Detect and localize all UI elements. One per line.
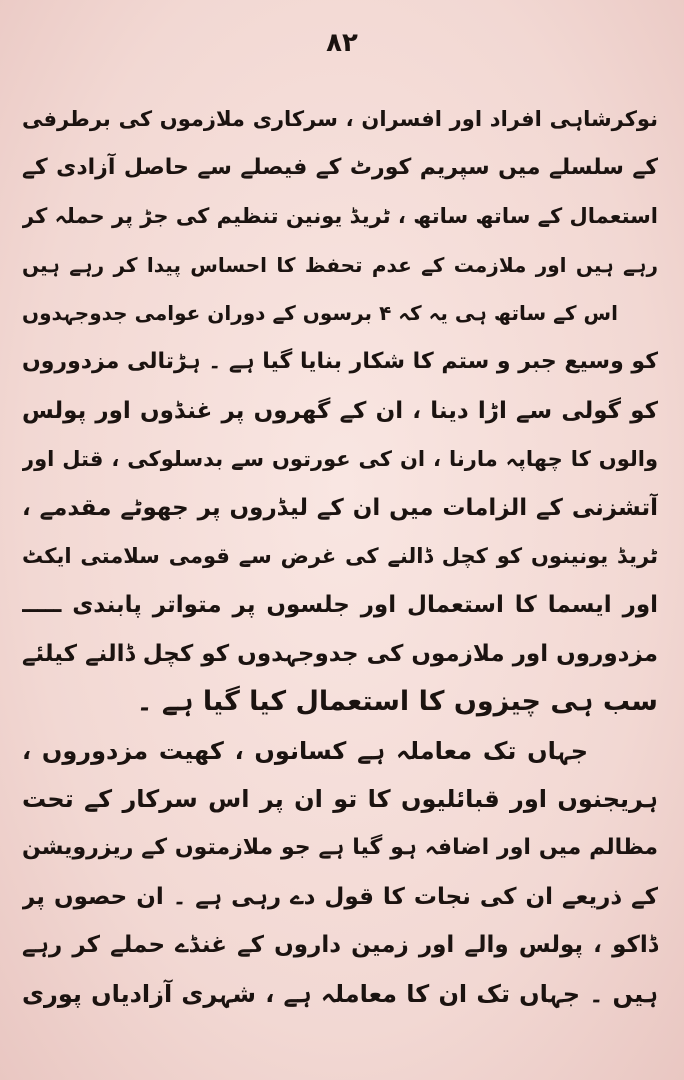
text-line: ہریجنوں اور قبائلیوں کا تو ان پر اس سرکار کے تحت <box>22 785 658 814</box>
text-line: نوکرشاہی افراد اور افسران ، سرکاری ملازموں کی برطرفی <box>22 107 658 131</box>
text-line: سب ہی چیزوں کا استعمال کیا گیا ہے ۔ <box>136 686 658 718</box>
text-line: ڈاکو ، پولس والے اور زمین داروں کے غنڈے حملے کر رہے <box>22 932 658 959</box>
page-number: ۸۲ <box>326 28 358 58</box>
text-line: کو گولی سے اڑا دینا ، ان کے گھروں پر غنڈوں اور پولس <box>22 397 658 424</box>
text-line: استعمال کے ساتھ ساتھ ، ٹریڈ یونین تنظیم کی جڑ پر حملہ کر <box>22 204 658 229</box>
text-line: اور ایسما کا استعمال اور جلسوں پر متواتر پابندی ـــــ <box>22 591 658 618</box>
text-line: مزدوروں اور ملازموں کی جدوجہدوں کو کچل ڈالنے کیلئے <box>22 640 658 667</box>
page-text <box>22 95 658 1018</box>
text-line: مظالم میں اور اضافہ ہو گیا ہے جو ملازمتوں کے ریزرویشن <box>22 834 658 860</box>
text-line: جہاں تک معاملہ ہے کسانوں ، کھیت مزدوروں ، <box>22 736 588 765</box>
text-line: اس کے ساتھ ہی یہ کہ ۴ برسوں کے دوران عوامی جدوجہدوں <box>22 301 618 326</box>
text-line: رہے ہیں اور ملازمت کے عدم تحفظ کا احساس پیدا کر رہے ہیں <box>22 252 658 277</box>
text-line: آتشزنی کے الزامات میں ان کے لیڈروں پر جھوٹے مقدمے ، <box>22 494 658 521</box>
text-line: ٹریڈ یونینوں کو کچل ڈالنے کی غرض سے قومی سلامتی ایکٹ <box>22 544 658 569</box>
text-line: کو وسیع جبر و ستم کا شکار بنایا گیا ہے ۔ ہڑتالی مزدوروں <box>22 348 658 374</box>
text-line: والوں کا چھاپہ مارنا ، ان کی عورتوں سے بدسلوکی ، قتل اور <box>22 447 658 472</box>
text-line: کے ذریعے ان کی نجات کا قول دے رہی ہے ۔ ان حصوں پر <box>22 883 658 910</box>
text-line: کے سلسلے میں سپریم کورٹ کے فیصلے سے حاصل آزادی کے <box>22 154 658 180</box>
text-line: ہیں ۔ جہاں تک ان کا معاملہ ہے ، شہری آزادیاں پوری <box>22 979 658 1008</box>
